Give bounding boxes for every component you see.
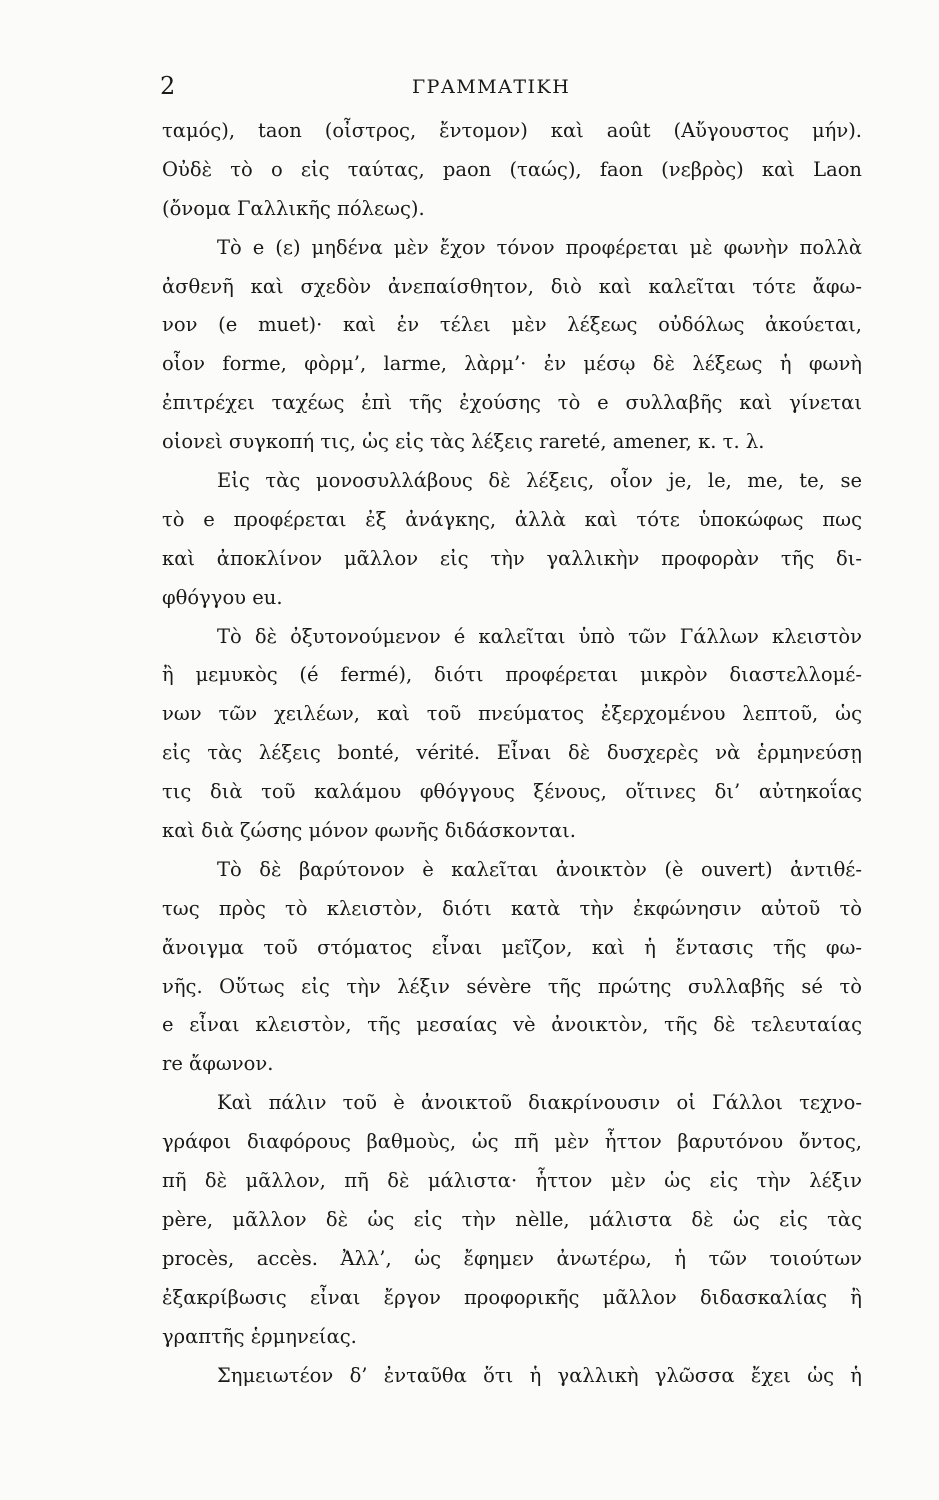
page-number: 2 xyxy=(160,72,176,100)
text-line: φθόγγου eu. xyxy=(162,585,283,609)
text-line: οἱονεὶ συγκοπή τις, ὡς εἰς τὰς λέξεις rareté, amener, κ. τ. λ. xyxy=(162,430,765,454)
text-line: καὶ διὰ ζώσης μόνον φωνῆς διδάσκονται. xyxy=(162,819,576,843)
text-line: νῆς. Οὕτως εἰς τὴν λέξιν sévère τῆς πρώτης συλλαβῆς sé τὸ xyxy=(162,974,862,998)
body-text xyxy=(162,112,862,1395)
text-line: καὶ ἀποκλίνον μᾶλλον εἰς τὴν γαλλικὴν προφορὰν τῆς δι- xyxy=(162,546,862,570)
text-line: εἰς τὰς λέξεις bonté, vérité. Εἶναι δὲ δυσχερὲς νὰ ἑρμηνεύσῃ xyxy=(162,741,862,765)
text-line: ταμός), taon (οἶστρος, ἔντομον) καὶ août (Αὔγουστος μήν). xyxy=(162,119,862,142)
text-line: ἄνοιγμα τοῦ στόματος εἶναι μεῖζον, καὶ ἡ ἔντασις τῆς φω- xyxy=(162,935,862,959)
text-line: γράφοι διαφόρους βαθμοὺς, ὡς πῆ μὲν ἧττον βαρυτόνου ὄντος, xyxy=(162,1130,862,1154)
text-line: γραπτῆς ἑρμηνείας. xyxy=(162,1324,357,1348)
text-line: Καὶ πάλιν τοῦ è ἀνοικτοῦ διακρίνουσιν οἱ Γάλλοι τεχνο- xyxy=(217,1091,862,1115)
text-line: τις διὰ τοῦ καλάμου φθόγγους ξένους, οἵτινες δι’ αὐτηκοΐας xyxy=(162,780,862,804)
text-line: τως πρὸς τὸ κλειστὸν, διότι κατὰ τὴν ἐκφώνησιν αὐτοῦ τὸ xyxy=(162,896,862,920)
text-line: ἀσθενῆ καὶ σχεδὸν ἀνεπαίσθητον, διὸ καὶ καλεῖται τότε ἄφω- xyxy=(162,274,862,298)
text-line: Τὸ δὲ ὀξυτονούμενον é καλεῖται ὑπὸ τῶν Γάλλων κλειστὸν xyxy=(217,624,862,648)
text-line: ἢ μεμυκὸς (é fermé), διότι προφέρεται μικρὸν διαστελλομέ- xyxy=(162,663,862,687)
text-line: e εἶναι κλειστὸν, τῆς μεσαίας vè ἀνοικτὸν, τῆς δὲ τελευταίας xyxy=(162,1013,862,1037)
text-line: οἷον forme, φὸρμ’, larme, λὰρμ’· ἐν μέσῳ δὲ λέξεως ἡ φωνὴ xyxy=(162,352,862,376)
text-line: re ἄφωνον. xyxy=(162,1052,274,1076)
text-line: πῆ δὲ μᾶλλον, πῆ δὲ μάλιστα· ἧττον μὲν ὡς εἰς τὴν λέξιν xyxy=(162,1169,862,1193)
text-line: procès, accès. Ἀλλ’, ὡς ἔφημεν ἀνωτέρω, ἡ τῶν τοιούτων xyxy=(162,1246,862,1270)
text-line: père, μᾶλλον δὲ ὡς εἰς τὴν nèlle, μάλιστα δὲ ὡς εἰς τὰς xyxy=(162,1207,862,1231)
running-title: ΓΡΑΜΜΑΤΙΚΗ xyxy=(412,76,571,98)
text-line: Τὸ δὲ βαρύτονον è καλεῖται ἀνοικτὸν (è ouvert) ἀντιθέ- xyxy=(217,857,862,881)
text-line: ἐξακρίβωσις εἶναι ἔργον προφορικῆς μᾶλλον διδασκαλίας ἢ xyxy=(162,1285,862,1309)
text-line: Τὸ e (ε) μηδένα μὲν ἔχον τόνον προφέρεται μὲ φωνὴν πολλὰ xyxy=(217,235,862,259)
page-header xyxy=(160,72,860,108)
text-line: (ὄνομα Γαλλικῆς πόλεως). xyxy=(162,196,425,220)
text-line: Εἰς τὰς μονοσυλλάβους δὲ λέξεις, οἷον je, le, me, te, se xyxy=(217,469,862,493)
text-line: νον (e muet)· καὶ ἐν τέλει μὲν λέξεως οὐδόλως ἀκούεται, xyxy=(162,313,862,337)
text-line: νων τῶν χειλέων, καὶ τοῦ πνεύματος ἐξερχομένου λεπτοῦ, ὡς xyxy=(162,702,862,726)
text-line: Σημειωτέον δ’ ἐνταῦθα ὅτι ἡ γαλλικὴ γλῶσσα ἔχει ὡς ἡ xyxy=(217,1363,862,1387)
text-line: ἐπιτρέχει ταχέως ἐπὶ τῆς ἐχούσης τὸ e συλλαβῆς καὶ γίνεται xyxy=(162,391,862,415)
text-line: Οὐδὲ τὸ o εἰς ταύτας, paon (ταώς), faon (νεβρὸς) καὶ Laon xyxy=(162,157,862,181)
text-line: τὸ e προφέρεται ἐξ ἀνάγκης, ἀλλὰ καὶ τότε ὑποκώφως πως xyxy=(162,507,862,531)
